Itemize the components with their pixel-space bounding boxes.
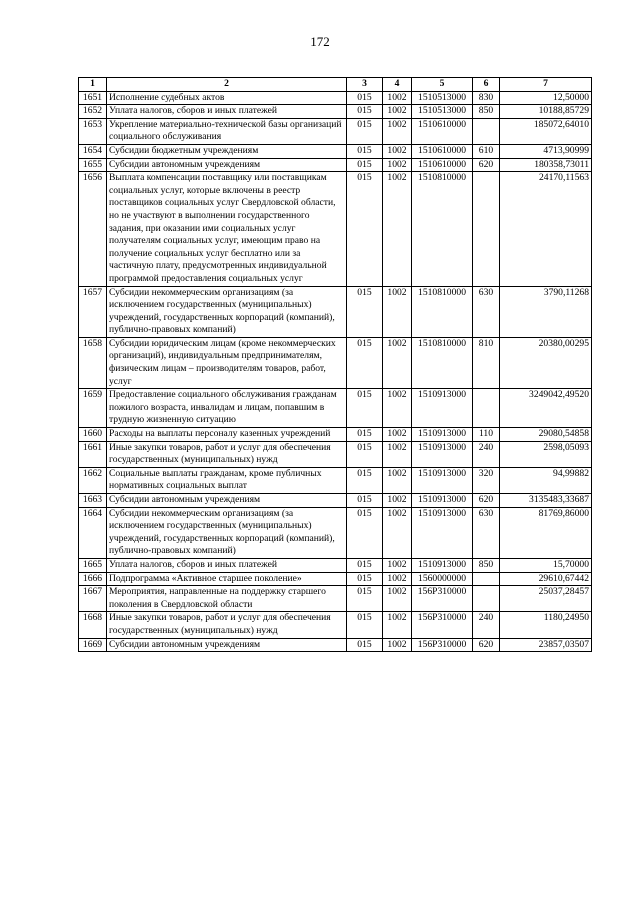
target-article-cell: 1510913000 bbox=[412, 507, 473, 558]
target-article-cell: 1510810000 bbox=[412, 172, 473, 286]
target-article-cell: 1510913000 bbox=[412, 494, 473, 508]
amount-cell: 12,50000 bbox=[500, 91, 592, 105]
description-cell: Мероприятия, направленные на поддержку старшего поколения в Свердловской области bbox=[107, 586, 347, 612]
code-cell: 015 bbox=[347, 428, 383, 442]
target-article-cell: 1510913000 bbox=[412, 428, 473, 442]
row-number-cell: 1654 bbox=[79, 144, 107, 158]
column-header: 7 bbox=[500, 78, 592, 92]
expense-type-cell: 610 bbox=[473, 144, 500, 158]
expense-type-cell: 620 bbox=[473, 158, 500, 172]
table-row bbox=[79, 612, 592, 638]
expense-type-cell: 830 bbox=[473, 91, 500, 105]
row-number-cell: 1667 bbox=[79, 586, 107, 612]
expense-type-cell bbox=[473, 586, 500, 612]
row-number-cell: 1662 bbox=[79, 467, 107, 493]
section-cell: 1002 bbox=[383, 586, 412, 612]
target-article-cell: 1510810000 bbox=[412, 337, 473, 388]
table-body bbox=[79, 91, 592, 652]
amount-cell: 29080,54858 bbox=[500, 428, 592, 442]
description-cell: Субсидии автономным учреждениям bbox=[107, 638, 347, 652]
row-number-cell: 1668 bbox=[79, 612, 107, 638]
code-cell: 015 bbox=[347, 467, 383, 493]
amount-cell: 15,70000 bbox=[500, 558, 592, 572]
code-cell: 015 bbox=[347, 105, 383, 119]
target-article-cell: 1510610000 bbox=[412, 158, 473, 172]
description-cell: Субсидии некоммерческим организациям (за исключением государственных (муниципальных) учреждений, государственных корпораций (компаний), публично-правовых компаний) bbox=[107, 286, 347, 337]
row-number-cell: 1653 bbox=[79, 118, 107, 144]
table-row bbox=[79, 389, 592, 428]
row-number-cell: 1664 bbox=[79, 507, 107, 558]
section-cell: 1002 bbox=[383, 118, 412, 144]
description-cell: Предоставление социального обслуживания гражданам пожилого возраста, инвалидам и лицам, попавшим в трудную жизненную ситуацию bbox=[107, 389, 347, 428]
target-article-cell: 156P310000 bbox=[412, 638, 473, 652]
expense-type-cell: 630 bbox=[473, 286, 500, 337]
expense-type-cell bbox=[473, 389, 500, 428]
column-header: 3 bbox=[347, 78, 383, 92]
amount-cell: 81769,86000 bbox=[500, 507, 592, 558]
description-cell: Подпрограмма «Активное старшее поколение» bbox=[107, 572, 347, 586]
amount-cell: 29610,67442 bbox=[500, 572, 592, 586]
description-cell: Субсидии автономным учреждениям bbox=[107, 494, 347, 508]
column-header: 4 bbox=[383, 78, 412, 92]
target-article-cell: 1510513000 bbox=[412, 105, 473, 119]
section-cell: 1002 bbox=[383, 558, 412, 572]
section-cell: 1002 bbox=[383, 467, 412, 493]
description-cell: Выплата компенсации поставщику или поставщикам социальных услуг, которые включены в реестр поставщиков социальных услуг Свердловской области, но не участвуют в выполнении государственного задания, при оказании ими социальных услуг получателям социальных услуг, имеющим право на получение социальных услуг бесплатно или за частичную плату, предусмотренных индивидуальной программой предоставления социальных услуг bbox=[107, 172, 347, 286]
section-cell: 1002 bbox=[383, 507, 412, 558]
description-cell: Укрепление материально-технической базы организаций социального обслуживания bbox=[107, 118, 347, 144]
table-row bbox=[79, 441, 592, 467]
table-row bbox=[79, 91, 592, 105]
description-cell: Иные закупки товаров, работ и услуг для обеспечения государственных (муниципальных) нужд bbox=[107, 612, 347, 638]
section-cell: 1002 bbox=[383, 494, 412, 508]
expense-type-cell bbox=[473, 172, 500, 286]
section-cell: 1002 bbox=[383, 441, 412, 467]
code-cell: 015 bbox=[347, 638, 383, 652]
code-cell: 015 bbox=[347, 286, 383, 337]
amount-cell: 24170,11563 bbox=[500, 172, 592, 286]
target-article-cell: 1510610000 bbox=[412, 144, 473, 158]
description-cell: Социальные выплаты гражданам, кроме публичных нормативных социальных выплат bbox=[107, 467, 347, 493]
target-article-cell: 1510913000 bbox=[412, 389, 473, 428]
expense-type-cell: 850 bbox=[473, 105, 500, 119]
amount-cell: 185072,64010 bbox=[500, 118, 592, 144]
table-row bbox=[79, 158, 592, 172]
table-row bbox=[79, 467, 592, 493]
expense-type-cell: 240 bbox=[473, 441, 500, 467]
section-cell: 1002 bbox=[383, 105, 412, 119]
code-cell: 015 bbox=[347, 118, 383, 144]
description-cell: Расходы на выплаты персоналу казенных учреждений bbox=[107, 428, 347, 442]
expense-type-cell: 240 bbox=[473, 612, 500, 638]
expense-type-cell: 850 bbox=[473, 558, 500, 572]
table-row bbox=[79, 337, 592, 388]
table-row bbox=[79, 507, 592, 558]
column-header: 6 bbox=[473, 78, 500, 92]
expense-type-cell bbox=[473, 118, 500, 144]
table-row bbox=[79, 572, 592, 586]
row-number-cell: 1661 bbox=[79, 441, 107, 467]
target-article-cell: 1510913000 bbox=[412, 467, 473, 493]
description-cell: Субсидии некоммерческим организациям (за исключением государственных (муниципальных) учреждений, государственных корпораций (компаний), публично-правовых компаний) bbox=[107, 507, 347, 558]
row-number-cell: 1657 bbox=[79, 286, 107, 337]
row-number-cell: 1656 bbox=[79, 172, 107, 286]
row-number-cell: 1651 bbox=[79, 91, 107, 105]
budget-table bbox=[78, 77, 592, 652]
target-article-cell: 156P310000 bbox=[412, 612, 473, 638]
code-cell: 015 bbox=[347, 441, 383, 467]
column-header: 1 bbox=[79, 78, 107, 92]
row-number-cell: 1665 bbox=[79, 558, 107, 572]
description-cell: Субсидии юридическим лицам (кроме некоммерческих организаций), индивидуальным предпринимателям, физическим лицам – производителям товаров, работ, услуг bbox=[107, 337, 347, 388]
section-cell: 1002 bbox=[383, 91, 412, 105]
code-cell: 015 bbox=[347, 558, 383, 572]
section-cell: 1002 bbox=[383, 337, 412, 388]
amount-cell: 23857,03507 bbox=[500, 638, 592, 652]
code-cell: 015 bbox=[347, 337, 383, 388]
section-cell: 1002 bbox=[383, 158, 412, 172]
description-cell: Субсидии бюджетным учреждениям bbox=[107, 144, 347, 158]
description-cell: Уплата налогов, сборов и иных платежей bbox=[107, 558, 347, 572]
section-cell: 1002 bbox=[383, 612, 412, 638]
table-row bbox=[79, 286, 592, 337]
expense-type-cell: 320 bbox=[473, 467, 500, 493]
code-cell: 015 bbox=[347, 172, 383, 286]
row-number-cell: 1655 bbox=[79, 158, 107, 172]
table-row bbox=[79, 494, 592, 508]
section-cell: 1002 bbox=[383, 389, 412, 428]
amount-cell: 3790,11268 bbox=[500, 286, 592, 337]
amount-cell: 2598,05093 bbox=[500, 441, 592, 467]
page-number: 172 bbox=[310, 34, 330, 49]
amount-cell: 3135483,33687 bbox=[500, 494, 592, 508]
description-cell: Иные закупки товаров, работ и услуг для обеспечения государственных (муниципальных) нужд bbox=[107, 441, 347, 467]
row-number-cell: 1659 bbox=[79, 389, 107, 428]
section-cell: 1002 bbox=[383, 638, 412, 652]
amount-cell: 94,99882 bbox=[500, 467, 592, 493]
code-cell: 015 bbox=[347, 507, 383, 558]
expense-type-cell bbox=[473, 572, 500, 586]
amount-cell: 180358,73011 bbox=[500, 158, 592, 172]
target-article-cell: 156P310000 bbox=[412, 586, 473, 612]
table-row bbox=[79, 638, 592, 652]
amount-cell: 20380,00295 bbox=[500, 337, 592, 388]
table-row bbox=[79, 558, 592, 572]
section-cell: 1002 bbox=[383, 286, 412, 337]
expense-type-cell: 630 bbox=[473, 507, 500, 558]
column-header: 2 bbox=[107, 78, 347, 92]
table-header-row bbox=[79, 78, 592, 92]
target-article-cell: 1510913000 bbox=[412, 558, 473, 572]
target-article-cell: 1510810000 bbox=[412, 286, 473, 337]
section-cell: 1002 bbox=[383, 428, 412, 442]
code-cell: 015 bbox=[347, 612, 383, 638]
code-cell: 015 bbox=[347, 572, 383, 586]
table-row bbox=[79, 172, 592, 286]
section-cell: 1002 bbox=[383, 172, 412, 286]
column-header: 5 bbox=[412, 78, 473, 92]
description-cell: Субсидии автономным учреждениям bbox=[107, 158, 347, 172]
table-row bbox=[79, 428, 592, 442]
description-cell: Уплата налогов, сборов и иных платежей bbox=[107, 105, 347, 119]
code-cell: 015 bbox=[347, 586, 383, 612]
amount-cell: 10188,85729 bbox=[500, 105, 592, 119]
expense-type-cell: 810 bbox=[473, 337, 500, 388]
table-row bbox=[79, 118, 592, 144]
expense-type-cell: 620 bbox=[473, 638, 500, 652]
row-number-cell: 1669 bbox=[79, 638, 107, 652]
row-number-cell: 1663 bbox=[79, 494, 107, 508]
row-number-cell: 1658 bbox=[79, 337, 107, 388]
expense-type-cell: 110 bbox=[473, 428, 500, 442]
target-article-cell: 1510610000 bbox=[412, 118, 473, 144]
code-cell: 015 bbox=[347, 389, 383, 428]
code-cell: 015 bbox=[347, 91, 383, 105]
target-article-cell: 1510913000 bbox=[412, 441, 473, 467]
expense-type-cell: 620 bbox=[473, 494, 500, 508]
row-number-cell: 1652 bbox=[79, 105, 107, 119]
section-cell: 1002 bbox=[383, 572, 412, 586]
description-cell: Исполнение судебных актов bbox=[107, 91, 347, 105]
amount-cell: 4713,90999 bbox=[500, 144, 592, 158]
row-number-cell: 1666 bbox=[79, 572, 107, 586]
table-row bbox=[79, 144, 592, 158]
code-cell: 015 bbox=[347, 494, 383, 508]
code-cell: 015 bbox=[347, 144, 383, 158]
amount-cell: 1180,24950 bbox=[500, 612, 592, 638]
table-row bbox=[79, 586, 592, 612]
amount-cell: 25037,28457 bbox=[500, 586, 592, 612]
target-article-cell: 1510513000 bbox=[412, 91, 473, 105]
amount-cell: 3249042,49520 bbox=[500, 389, 592, 428]
section-cell: 1002 bbox=[383, 144, 412, 158]
code-cell: 015 bbox=[347, 158, 383, 172]
row-number-cell: 1660 bbox=[79, 428, 107, 442]
table-row bbox=[79, 105, 592, 119]
target-article-cell: 1560000000 bbox=[412, 572, 473, 586]
